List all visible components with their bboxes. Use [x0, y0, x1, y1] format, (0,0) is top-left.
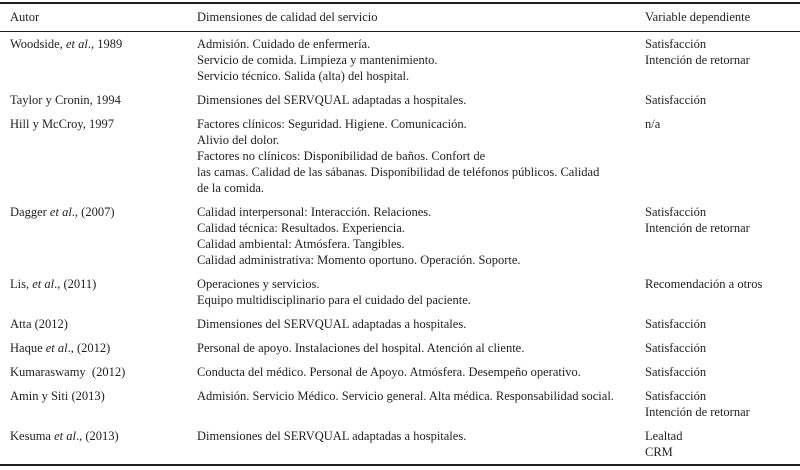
dimension-line: Calidad administrativa: Momento oportuno. Operación. Soporte.: [197, 253, 521, 267]
dependent-variable-cell: [645, 32, 800, 89]
dimension-line: Admisión. Servicio Médico. Servicio general. Alta médica. Responsabilidad social.: [197, 389, 614, 403]
dependent-variable-cell: [645, 200, 800, 272]
table-row: [0, 336, 800, 360]
dimension-line: Dimensiones del SERVQUAL adaptadas a hospitales.: [197, 93, 467, 107]
dimension-line: de la comida.: [197, 181, 264, 195]
dimension-line: Conducta del médico. Personal de Apoyo. Atmósfera. Desempeño operativo.: [197, 365, 581, 379]
author-text: Kesuma: [10, 429, 55, 443]
dependent-line: Lealtad: [645, 429, 683, 443]
dependent-line: Satisfacción: [645, 389, 707, 403]
author-text: ., (2013): [75, 429, 119, 443]
dimension-line: Dimensiones del SERVQUAL adaptadas a hospitales.: [197, 429, 467, 443]
table-row: [0, 32, 800, 89]
dependent-line: Recomendación a otros: [645, 277, 763, 291]
dimension-line: las camas. Calidad de las sábanas. Disponibilidad de teléfonos públicos. Calidad: [197, 165, 600, 179]
dependent-line: Satisfacción: [645, 37, 707, 51]
table-row: [0, 272, 800, 312]
author-cell: [0, 88, 197, 112]
dimension-line: Admisión. Cuidado de enfermería.: [197, 37, 371, 51]
author-etal: et al: [45, 341, 68, 355]
col-header-autor: Autor: [0, 3, 197, 32]
dimension-line: Calidad técnica: Resultados. Experiencia.: [197, 221, 405, 235]
dimensions-cell: [197, 272, 645, 312]
dependent-line: CRM: [645, 445, 673, 459]
service-quality-literature-table: [0, 2, 800, 466]
dependent-line: Satisfacción: [645, 205, 707, 219]
author-etal: et al: [54, 429, 76, 443]
dimension-line: Calidad ambiental: Atmósfera. Tangibles.: [197, 237, 405, 251]
dimension-line: Factores no clínicos: Disponibilidad de baños. Confort de: [197, 149, 486, 163]
dependent-line: Intención de retornar: [645, 405, 750, 419]
author-cell: [0, 424, 197, 465]
dependent-line: Intención de retornar: [645, 221, 750, 235]
author-text: ., (2012): [67, 341, 111, 355]
col-header-variable-dependiente: Variable dependiente: [645, 3, 800, 32]
author-cell: [0, 384, 197, 424]
author-etal: et al: [49, 205, 72, 219]
dependent-variable-cell: [645, 384, 800, 424]
author-text: Kumaraswamy (2012): [10, 365, 126, 379]
author-text: Lis,: [10, 277, 33, 291]
author-text: Haque: [10, 341, 46, 355]
author-cell: [0, 112, 197, 200]
col-header-dimensiones: Dimensiones de calidad del servicio: [197, 3, 645, 32]
dependent-variable-cell: [645, 88, 800, 112]
author-text: Woodside,: [10, 37, 66, 51]
dependent-variable-cell: [645, 272, 800, 312]
table-row: [0, 200, 800, 272]
author-cell: [0, 272, 197, 312]
dimensions-cell: [197, 384, 645, 424]
dependent-variable-cell: [645, 424, 800, 465]
dependent-line: Satisfacción: [645, 365, 707, 379]
dimension-line: Personal de apoyo. Instalaciones del hospital. Atención al cliente.: [197, 341, 525, 355]
dimension-line: Servicio técnico. Salida (alta) del hospital.: [197, 69, 410, 83]
dimension-line: Equipo multidisciplinario para el cuidado del paciente.: [197, 293, 471, 307]
author-cell: [0, 312, 197, 336]
table-row: [0, 424, 800, 465]
author-cell: [0, 336, 197, 360]
dimensions-cell: [197, 200, 645, 272]
author-text: ., 1989: [87, 37, 123, 51]
author-text: Taylor y Cronin, 1994: [10, 93, 121, 107]
dependent-variable-cell: [645, 360, 800, 384]
dimensions-cell: [197, 424, 645, 465]
author-etal: et al: [65, 37, 88, 51]
table-row: [0, 312, 800, 336]
author-cell: [0, 200, 197, 272]
dimensions-cell: [197, 112, 645, 200]
table-row: [0, 384, 800, 424]
dependent-line: Satisfacción: [645, 317, 707, 331]
author-etal: et al: [32, 277, 55, 291]
dependent-line: Intención de retornar: [645, 53, 750, 67]
author-cell: [0, 32, 197, 89]
dependent-variable-cell: [645, 112, 800, 200]
author-text: Amin y Siti (2013): [10, 389, 105, 403]
header-row: [0, 3, 800, 32]
dimension-line: Calidad interpersonal: Interacción. Relaciones.: [197, 205, 432, 219]
dimensions-cell: [197, 32, 645, 89]
author-text: ., (2007): [71, 205, 115, 219]
dimension-line: Dimensiones del SERVQUAL adaptadas a hospitales.: [197, 317, 467, 331]
author-text: Atta (2012): [10, 317, 68, 331]
table-row: [0, 360, 800, 384]
dimension-line: Servicio de comida. Limpieza y mantenimiento.: [197, 53, 438, 67]
dimensions-cell: [197, 336, 645, 360]
dependent-line: Satisfacción: [645, 93, 707, 107]
dimension-line: Factores clínicos: Seguridad. Higiene. Comunicación.: [197, 117, 467, 131]
table-row: [0, 112, 800, 200]
table-row: [0, 88, 800, 112]
author-text: Hill y McCroy, 1997: [10, 117, 115, 131]
dimension-line: Alivio del dolor.: [197, 133, 280, 147]
dimensions-cell: [197, 312, 645, 336]
author-text: Dagger: [10, 205, 50, 219]
dependent-line: n/a: [645, 117, 661, 131]
dimensions-cell: [197, 360, 645, 384]
dimension-line: Operaciones y servicios.: [197, 277, 320, 291]
dependent-variable-cell: [645, 336, 800, 360]
dependent-line: Satisfacción: [645, 341, 707, 355]
dependent-variable-cell: [645, 312, 800, 336]
dimensions-cell: [197, 88, 645, 112]
author-text: ., (2011): [54, 277, 97, 291]
author-cell: [0, 360, 197, 384]
